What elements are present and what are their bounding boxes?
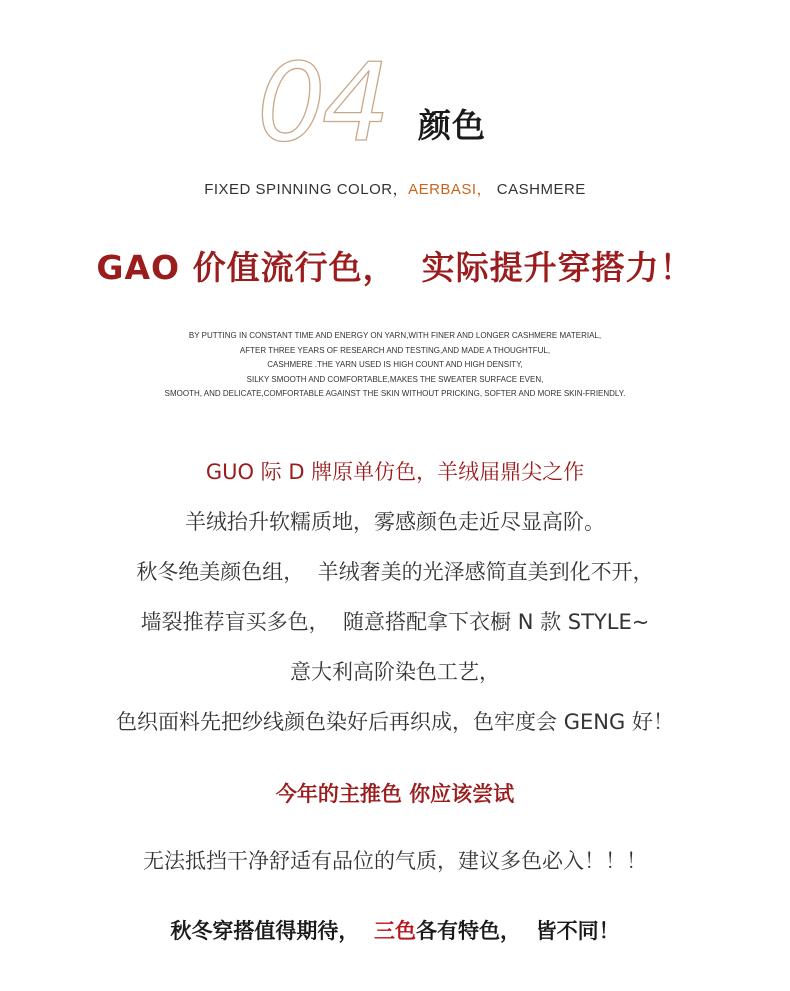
- english-line: SMOOTH, AND DELICATE,COMFORTABLE AGAINST THE SKIN WITHOUT PRICKING, SOFTER AND MORE SKIN-FRIENDLY.: [164, 389, 626, 399]
- section-number-04: [255, 48, 405, 153]
- section-number-text: 04: [257, 48, 387, 153]
- section-title: 颜色: [418, 106, 486, 145]
- closing-part-2: 各有特色， 皆不同！: [416, 919, 620, 943]
- section-subtitle: [0, 178, 790, 199]
- body-line: 秋冬绝美颜色组， 羊绒奢美的光泽感简直美到化不开，: [136, 560, 654, 584]
- closing-accent: 三色: [374, 919, 416, 943]
- closing-part-1: 秋冬穿搭值得期待，: [170, 919, 374, 943]
- body-line-brand: GUO 际 D 牌原单仿色，羊绒届鼎尖之作: [205, 460, 585, 484]
- body-line: 羊绒抬升软糯质地，雾感颜色走近尽显高阶。: [185, 510, 605, 534]
- english-paragraph: [0, 329, 790, 402]
- body-line: 色织面料先把纱线颜色染好后再织成，色牢度会 GENG 好！: [116, 710, 674, 734]
- closing-line: [0, 915, 790, 945]
- subtitle-brand-accent: AERBASI，: [408, 181, 493, 198]
- english-line: CASHMERE .THE YARN USED IS HIGH COUNT AND HIGH DENSITY,: [267, 360, 523, 370]
- subtitle-part-2: CASHMERE: [492, 181, 586, 198]
- body-line: 墙裂推荐盲买多色， 随意搭配拿下衣橱 N 款 STYLE~: [140, 610, 650, 634]
- body-line: 意大利高阶染色工艺，: [290, 660, 500, 684]
- recommend-description: 无法抵挡干净舒适有品位的气质，建议多色必入！！！: [143, 849, 647, 873]
- recommend-title: 今年的主推色 你应该尝试: [275, 782, 515, 806]
- english-line: BY PUTTING IN CONSTANT TIME AND ENERGY ON YARN,WITH FINER AND LONGER CASHMERE MATERIAL,: [188, 331, 602, 340]
- english-line: AFTER THREE YEARS OF RESEARCH AND TESTING,AND MADE A THOUGHTFUL,: [239, 345, 551, 355]
- subtitle-part-1: FIXED SPINNING COLOR，: [204, 181, 409, 198]
- headline: GAO 价值流行色， 实际提升穿搭力！: [96, 248, 694, 287]
- english-line: SILKY SMOOTH AND COMFORTABLE,MAKES THE SWEATER SURFACE EVEN,: [246, 374, 544, 384]
